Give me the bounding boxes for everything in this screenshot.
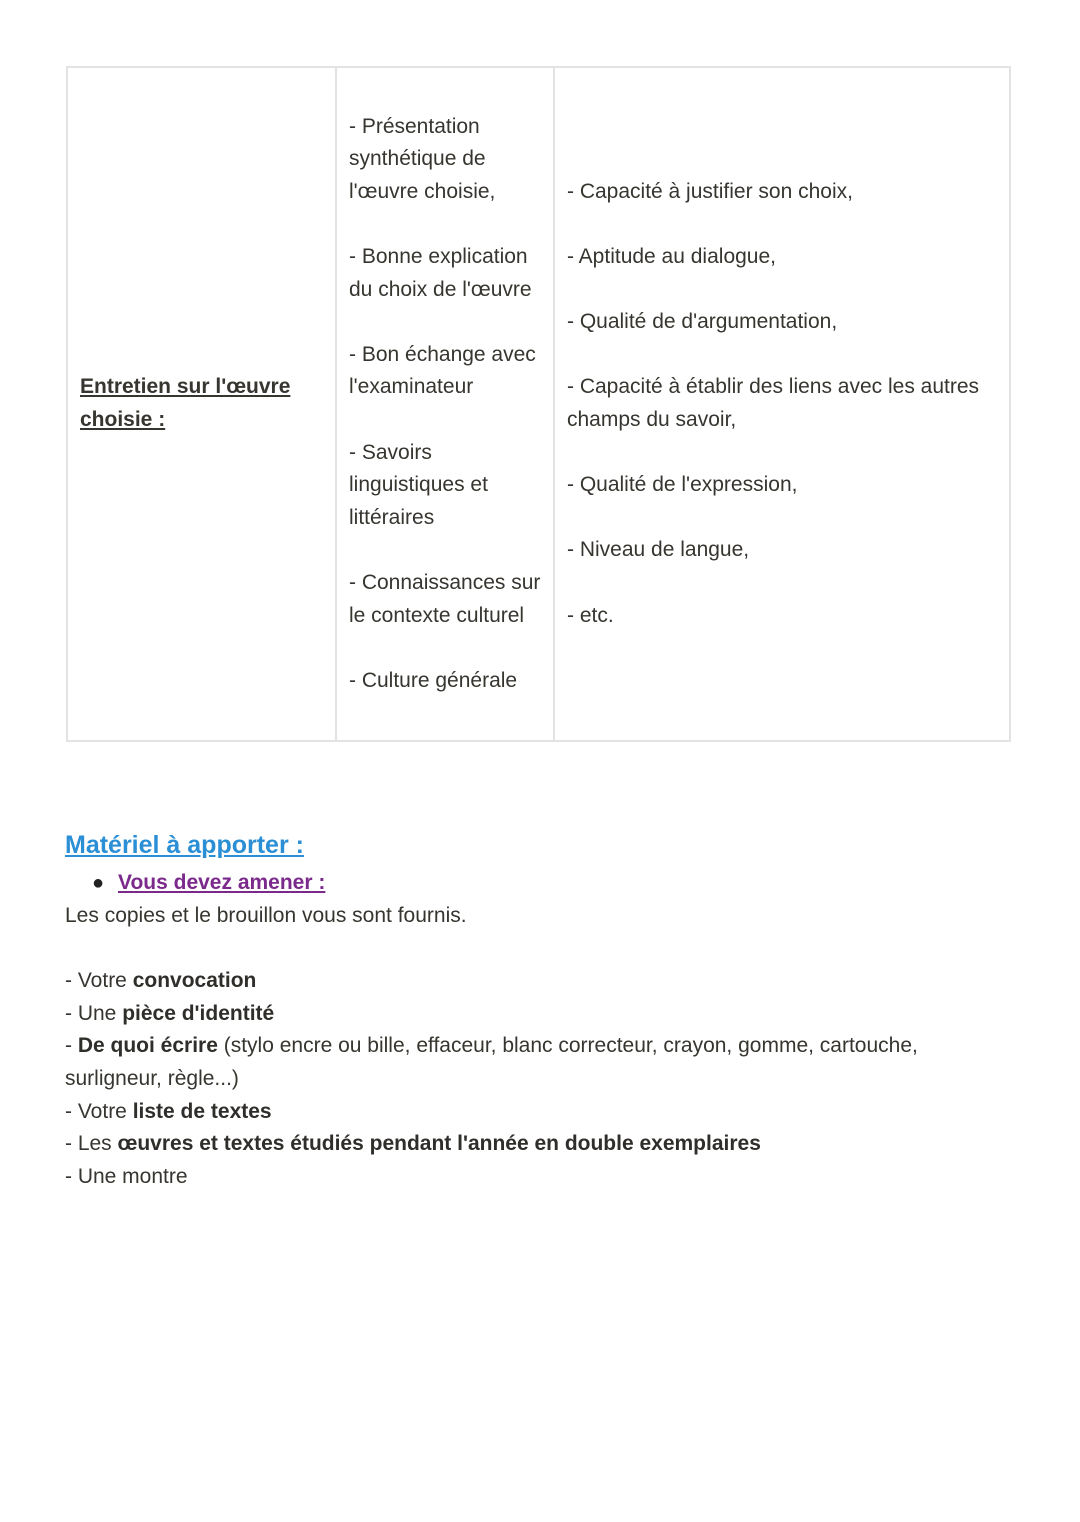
criteria-item: - Qualité de d'argumentation, [567,310,838,334]
intro-text: Les copies et le brouillon vous sont fournis. [65,904,467,927]
bullet-icon: ● [92,872,105,894]
criteria-item: - Aptitude au dialogue, [567,245,776,269]
evaluation-table [66,66,1011,742]
criteria-item: - Niveau de langue, [567,538,750,562]
list-item: - Bon échange avec l'examinateur [349,342,536,399]
criteria-item: - etc. [567,603,614,627]
bullet-list [92,868,325,898]
criteria-item: - Capacité à justifier son choix, [567,179,853,203]
list-item: - Les œuvres et textes étudiés pendant l'année en double exemplaires [65,1132,761,1156]
list-item: - Présentation synthétique de l'œuvre choisie, [349,114,496,203]
criteria-item: - Capacité à établir des liens avec les autres champs du savoir, [567,375,980,431]
section-title-link[interactable]: Matériel à apporter : [65,831,304,859]
list-item: - Une montre [65,1164,188,1188]
criteria-item: - Qualité de l'expression, [567,473,798,497]
list-item: - Une pièce d'identité [65,1001,275,1025]
items-cell [336,67,554,741]
table-row [67,67,1010,741]
materiel-body [65,900,995,1193]
row-label: Entretien sur l'œuvre choisie : [67,67,336,741]
list-item [92,868,325,898]
criteria-cell [554,67,1010,741]
sub-heading-link[interactable]: Vous devez amener : [118,871,326,894]
list-item: - De quoi écrire (stylo encre ou bille, effaceur, blanc correcteur, crayon, gomme, cartouche, surligneur, règle...) [65,1034,918,1090]
list-item: - Votre convocation [65,969,257,993]
spacer [65,933,995,966]
list-item: - Connaissances sur le contexte culturel [349,570,541,627]
list-item: - Bonne explication du choix de l'œuvre [349,245,532,301]
list-item: - Culture générale [349,668,518,692]
list-item: - Votre liste de textes [65,1099,272,1123]
list-item: - Savoirs linguistiques et littéraires [349,440,488,529]
